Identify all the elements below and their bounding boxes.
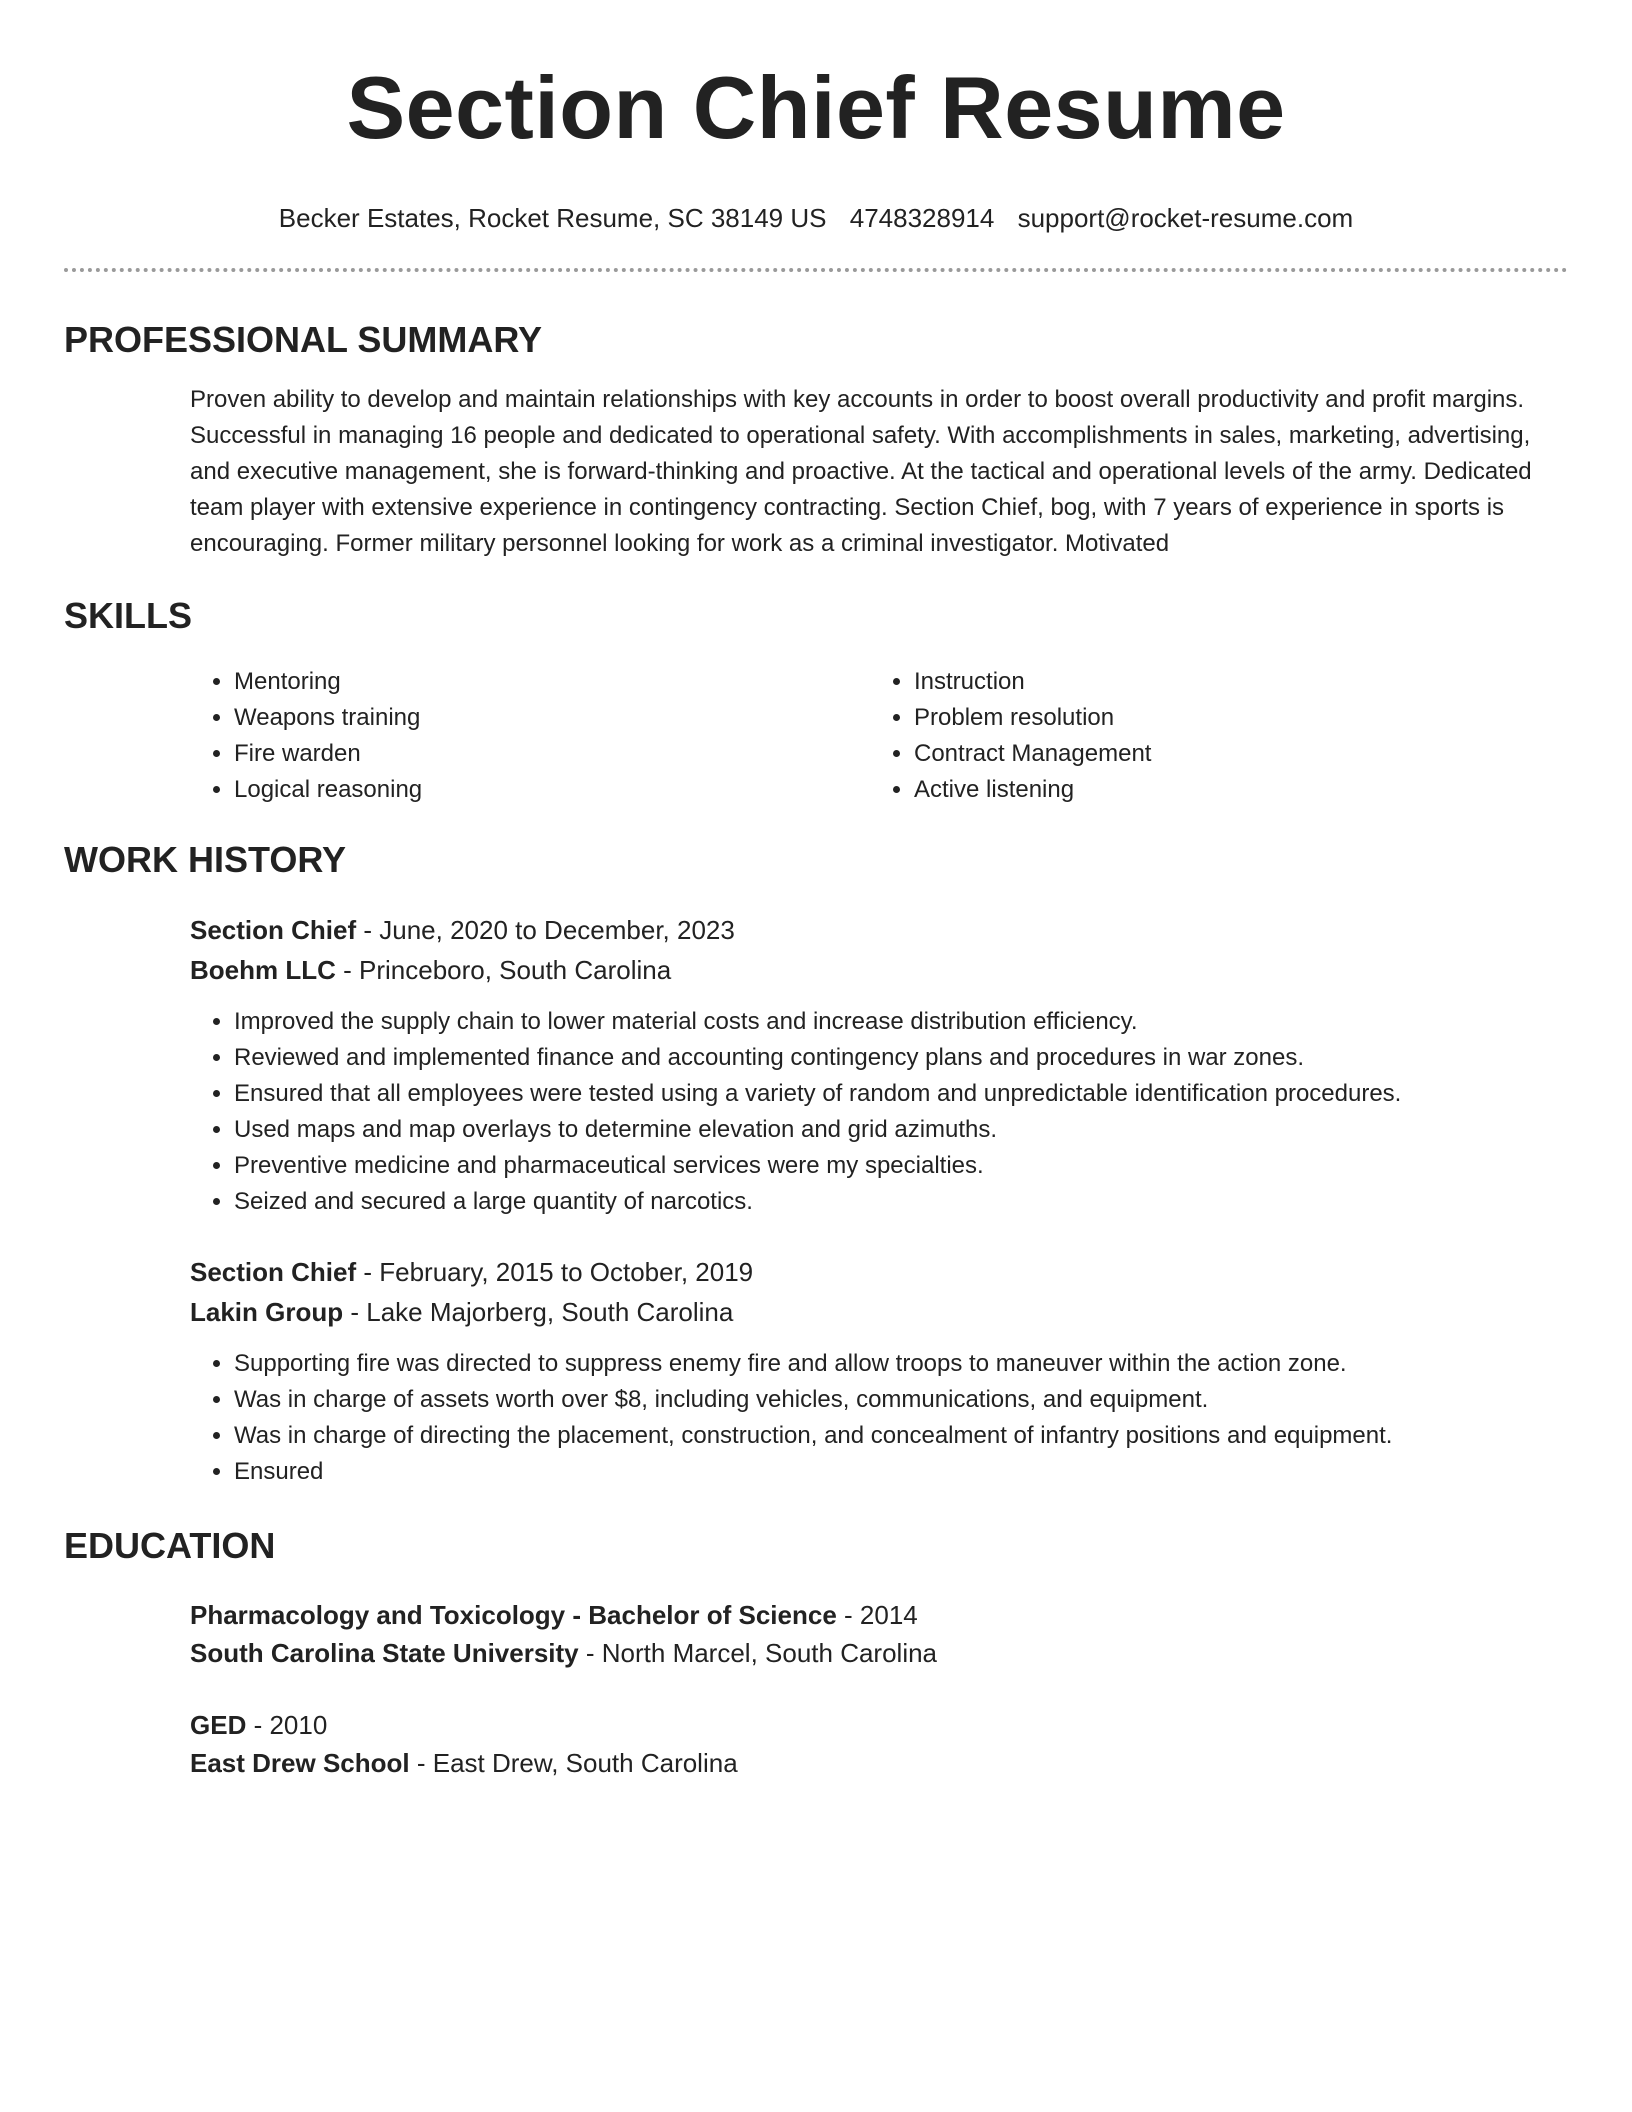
education-degree: Pharmacology and Toxicology - Bachelor of Science <box>190 1600 837 1630</box>
skill-item: • Weapons training <box>234 700 870 736</box>
section-professional-summary <box>64 318 1568 562</box>
skill-item: • Logical reasoning <box>234 772 870 808</box>
job-position: Section Chief <box>190 915 357 945</box>
job-entry <box>190 910 1568 1220</box>
education-school: East Drew School <box>190 1748 410 1778</box>
job-bullet: • Was in charge of directing the placement, construction, and concealment of infantry positions and equipment. <box>234 1418 1568 1454</box>
education-year: - 2014 <box>836 1600 918 1630</box>
job-location: - Lake Majorberg, South Carolina <box>343 1297 734 1327</box>
section-title-work-history: WORK HISTORY <box>64 839 347 880</box>
job-company-line <box>190 950 1568 990</box>
job-bullet: • Reviewed and implemented finance and accounting contingency plans and procedures in war zones. <box>234 1040 1568 1076</box>
education-degree-line <box>190 1596 1568 1634</box>
contact-email: support@rocket-resume.com <box>1017 203 1354 233</box>
education-school-line <box>190 1744 1568 1782</box>
job-title-line <box>190 910 1568 950</box>
skills-grid <box>190 664 1568 808</box>
job-company: Boehm LLC <box>190 955 336 985</box>
job-bullets <box>190 1004 1568 1220</box>
contact-phone: 4748328914 <box>849 203 995 233</box>
education-location: - East Drew, South Carolina <box>409 1748 738 1778</box>
skill-item: • Problem resolution <box>914 700 1550 736</box>
resume-title: Section Chief Resume <box>346 58 1286 157</box>
job-dates: - February, 2015 to October, 2019 <box>356 1257 754 1287</box>
education-entry <box>190 1596 1568 1672</box>
job-bullets <box>190 1346 1568 1490</box>
skill-item: • Mentoring <box>234 664 870 700</box>
job-bullet: • Supporting fire was directed to suppress enemy fire and allow troops to maneuver within the action zone. <box>234 1346 1568 1382</box>
skill-item: • Instruction <box>914 664 1550 700</box>
job-bullet: • Preventive medicine and pharmaceutical services were my specialties. <box>234 1148 1568 1184</box>
education-location: - North Marcel, South Carolina <box>578 1638 938 1668</box>
job-bullet: • Improved the supply chain to lower material costs and increase distribution efficiency. <box>234 1004 1568 1040</box>
job-entry <box>190 1252 1568 1490</box>
education-degree: GED <box>190 1710 247 1740</box>
education-school: South Carolina State University <box>190 1638 579 1668</box>
section-work-history <box>64 838 1568 1490</box>
job-company: Lakin Group <box>190 1297 344 1327</box>
education-entry <box>190 1706 1568 1782</box>
job-location: - Princeboro, South Carolina <box>335 955 672 985</box>
job-bullet: • Was in charge of assets worth over $8, including vehicles, communications, and equipment. <box>234 1382 1568 1418</box>
education-degree-line <box>190 1706 1568 1744</box>
header-divider <box>64 268 1568 272</box>
contact-line <box>64 202 1568 234</box>
job-bullet: • Ensured <box>234 1454 1568 1490</box>
job-bullet: • Used maps and map overlays to determine elevation and grid azimuths. <box>234 1112 1568 1148</box>
skill-item: • Contract Management <box>914 736 1550 772</box>
skill-item: • Fire warden <box>234 736 870 772</box>
education-school-line <box>190 1634 1568 1672</box>
skills-column-right <box>870 664 1550 808</box>
section-education <box>64 1524 1568 1782</box>
section-skills <box>64 594 1568 808</box>
section-title-education: EDUCATION <box>64 1525 276 1566</box>
job-dates: - June, 2020 to December, 2023 <box>356 915 735 945</box>
summary-text: Proven ability to develop and maintain relationships with key accounts in order to boost overall productivity and profit margins. Successful in managing 16 people and dedicated to operational safety. With accomplishments in sales, marketing, advertising, and executive management, she is forward-thinking and proactive. At the tactical and operational levels of the army. Dedicated team player with extensive experience in contingency contracting. Section Chief, bog, with 7 years of experience in sports is encouraging. Former military personnel looking for work as a criminal investigator. Motivated <box>190 386 1532 557</box>
job-bullet: • Ensured that all employees were tested using a variety of random and unpredictable identification procedures. <box>234 1076 1568 1112</box>
section-title-skills: SKILLS <box>64 595 193 636</box>
job-position: Section Chief <box>190 1257 357 1287</box>
skills-column-left <box>190 664 870 808</box>
job-bullet: • Seized and secured a large quantity of narcotics. <box>234 1184 1568 1220</box>
job-company-line <box>190 1292 1568 1332</box>
skill-item: • Active listening <box>914 772 1550 808</box>
job-title-line <box>190 1252 1568 1292</box>
education-year: - 2010 <box>246 1710 328 1740</box>
contact-address: Becker Estates, Rocket Resume, SC 38149 US <box>278 203 827 233</box>
section-title-summary: PROFESSIONAL SUMMARY <box>64 319 543 360</box>
resume-header <box>64 0 1568 234</box>
